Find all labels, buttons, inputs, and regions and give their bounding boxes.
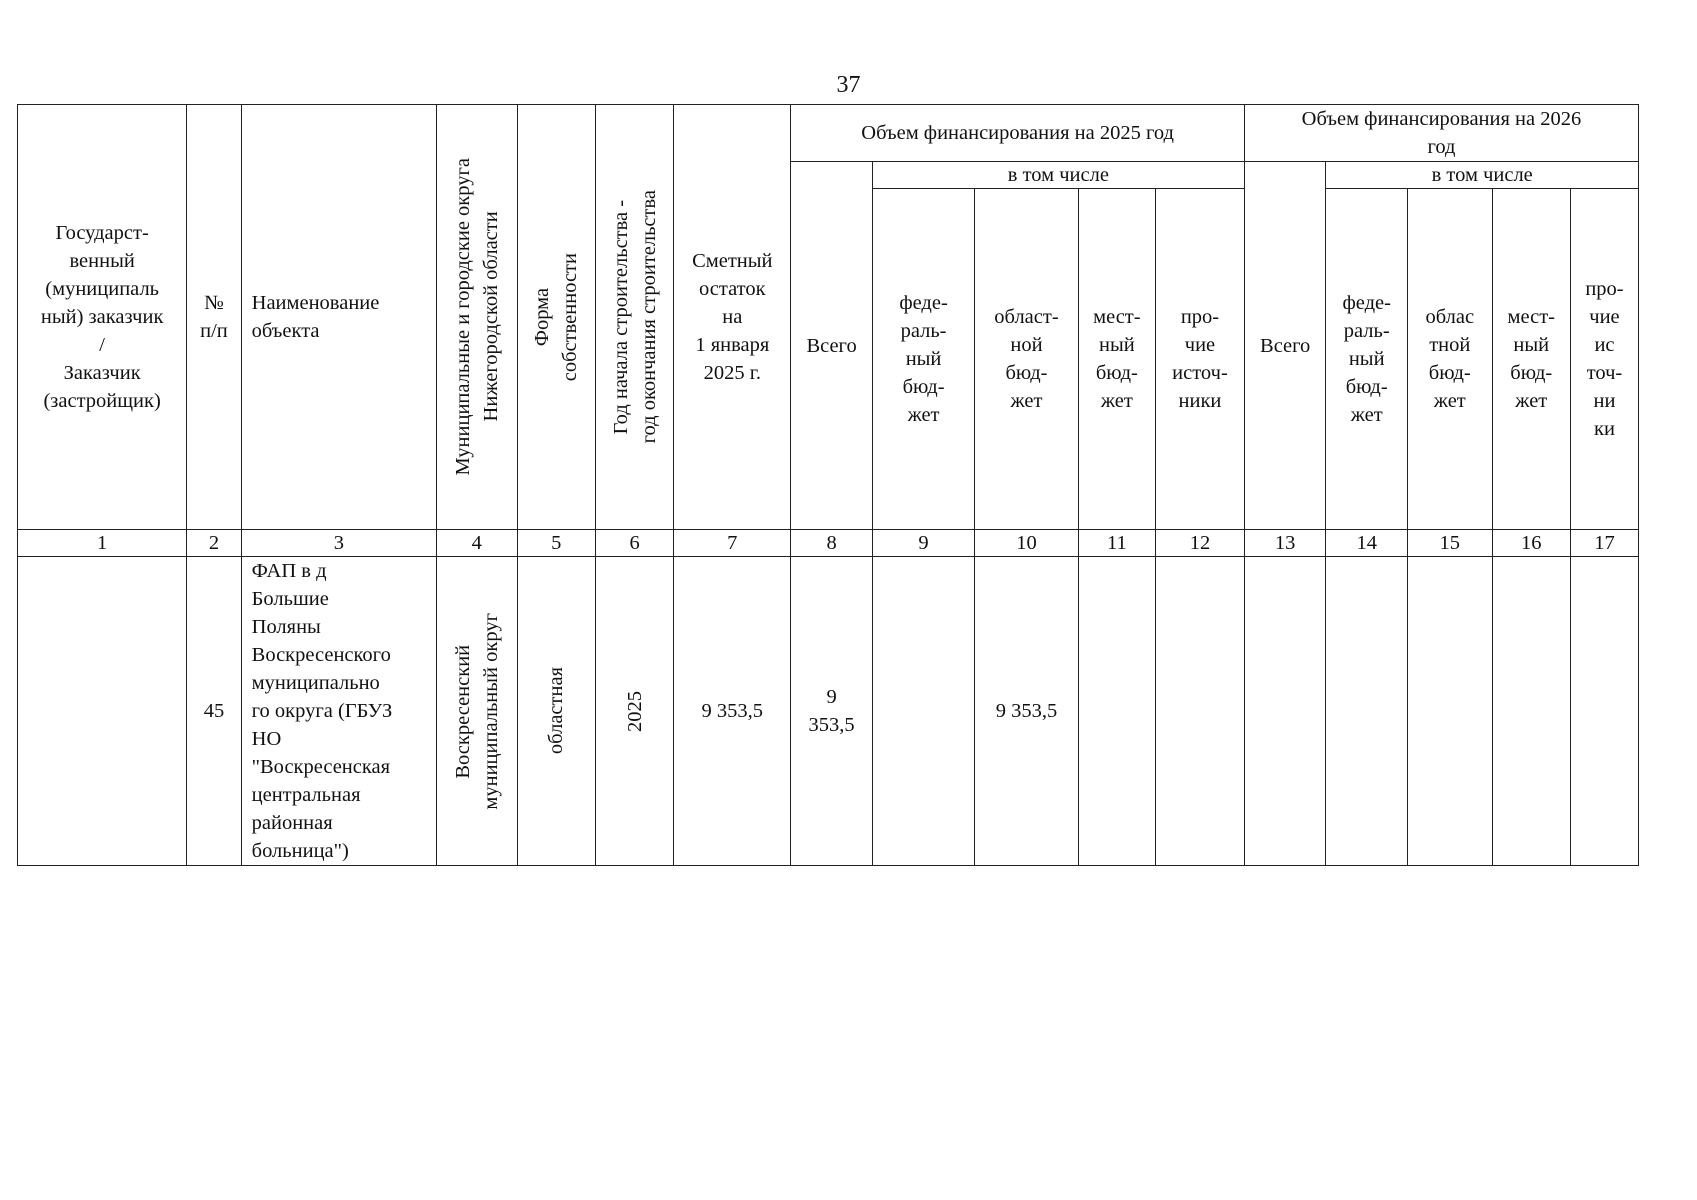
cell-federal-2026 — [1326, 557, 1408, 866]
col-num: 10 — [975, 530, 1078, 557]
cell-federal-2025 — [872, 557, 974, 866]
col-num: 5 — [517, 530, 595, 557]
col-num: 14 — [1326, 530, 1408, 557]
header-customer: Государст- венный (муниципаль ный) заказчик / Заказчик (застройщик) — [18, 105, 187, 530]
cell-object-name: ФАП в д Большие Поляны Воскресенского муниципально го округа (ГБУЗ НО "Воскресенская центральная районная больница") — [241, 557, 436, 866]
cell-local-2026 — [1492, 557, 1570, 866]
header-other-2025: про- чие источ- ники — [1156, 189, 1245, 530]
cell-other-2025 — [1156, 557, 1245, 866]
investment-table — [17, 104, 1639, 866]
cell-estimate-balance: 9 353,5 — [674, 557, 791, 866]
cell-other-2026 — [1570, 557, 1638, 866]
header-years: Год начала строительства - год окончания строительства — [595, 105, 673, 530]
col-num: 1 — [18, 530, 187, 557]
col-num: 16 — [1492, 530, 1570, 557]
header-total-2026: Всего — [1244, 162, 1326, 530]
column-number-row — [18, 530, 1639, 557]
header-including-2026: в том числе — [1326, 162, 1639, 189]
col-num: 11 — [1078, 530, 1155, 557]
header-estimate-balance: Сметный остаток на 1 января 2025 г. — [674, 105, 791, 530]
header-other-2026: про- чие ис точ- ни ки — [1570, 189, 1638, 530]
cell-total-2025: 9 353,5 — [791, 557, 873, 866]
col-num: 15 — [1407, 530, 1492, 557]
col-num: 17 — [1570, 530, 1638, 557]
cell-ownership: областная — [517, 557, 595, 866]
cell-customer — [18, 557, 187, 866]
header-including-2025: в том числе — [872, 162, 1244, 189]
header-total-2025: Всего — [791, 162, 873, 530]
header-number: № п/п — [187, 105, 241, 530]
header-regional-2026: облас тной бюд- жет — [1407, 189, 1492, 530]
header-row-1 — [18, 105, 1639, 162]
cell-regional-2025: 9 353,5 — [975, 557, 1078, 866]
cell-total-2026 — [1244, 557, 1326, 866]
cell-municipality: Воскресенский муниципальный округ — [437, 557, 517, 866]
col-num: 4 — [437, 530, 517, 557]
col-num: 2 — [187, 530, 241, 557]
page-number: 37 — [836, 72, 861, 98]
col-num: 6 — [595, 530, 673, 557]
header-local-2026: мест- ный бюд- жет — [1492, 189, 1570, 530]
col-num: 7 — [674, 530, 791, 557]
header-federal-2026: феде- раль- ный бюд- жет — [1326, 189, 1408, 530]
cell-years: 2025 — [595, 557, 673, 866]
header-funding-2026: Объем финансирования на 2026 год — [1244, 105, 1638, 162]
header-federal-2025: феде- раль- ный бюд- жет — [872, 189, 974, 530]
header-object-name: Наименование объекта — [241, 105, 436, 530]
cell-number: 45 — [187, 557, 241, 866]
cell-regional-2026 — [1407, 557, 1492, 866]
col-num: 12 — [1156, 530, 1245, 557]
header-ownership: Форма собственности — [517, 105, 595, 530]
cell-local-2025 — [1078, 557, 1155, 866]
header-funding-2025: Объем финансирования на 2025 год — [791, 105, 1245, 162]
col-num: 8 — [791, 530, 873, 557]
table-row — [18, 557, 1639, 866]
col-num: 9 — [872, 530, 974, 557]
header-local-2025: мест- ный бюд- жет — [1078, 189, 1155, 530]
col-num: 13 — [1244, 530, 1326, 557]
header-regional-2025: област- ной бюд- жет — [975, 189, 1078, 530]
col-num: 3 — [241, 530, 436, 557]
header-municipality: Муниципальные и городские округа Нижегородской области — [437, 105, 517, 530]
